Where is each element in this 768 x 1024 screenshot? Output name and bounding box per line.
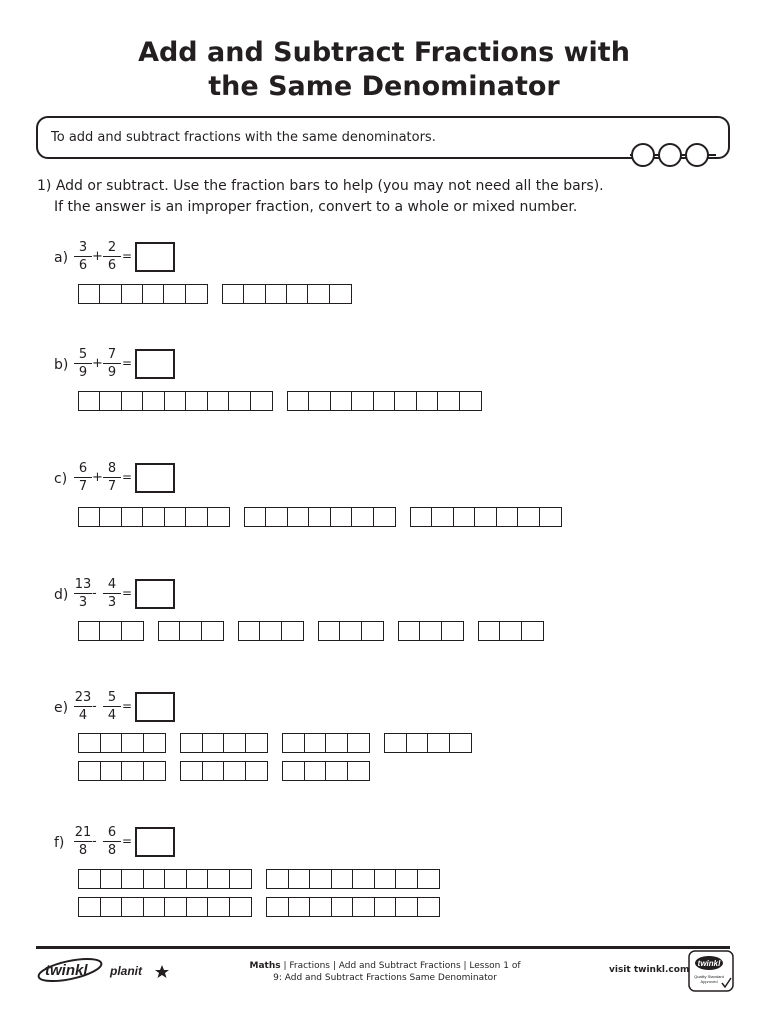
fraction-bar-cell[interactable] — [332, 870, 354, 888]
fraction-bar-cell[interactable] — [251, 392, 272, 410]
question-label: c) — [54, 471, 68, 487]
visit-twinkl-link[interactable]: visit twinkl.com — [609, 965, 690, 975]
answer-box[interactable] — [135, 827, 175, 857]
fraction-line — [74, 841, 92, 842]
fraction-bar[interactable] — [266, 869, 440, 889]
fraction-bar-cell[interactable] — [144, 762, 166, 780]
quality-standard-badge-icon — [688, 950, 734, 992]
fraction-bar-cell[interactable] — [208, 870, 230, 888]
question-label: f) — [54, 835, 65, 851]
fraction-line — [103, 256, 121, 257]
fraction-bar[interactable] — [318, 621, 384, 641]
fraction-bar-cell[interactable] — [181, 734, 203, 752]
second-fraction — [103, 577, 121, 610]
fraction-bar-cell[interactable] — [260, 622, 281, 640]
question — [54, 347, 744, 387]
denominator: 7 — [107, 479, 117, 494]
fraction-bar-cell[interactable] — [309, 392, 330, 410]
fraction-bar-cell[interactable] — [181, 762, 203, 780]
fraction-line — [74, 593, 92, 594]
first-fraction — [74, 577, 92, 610]
fraction-line — [74, 477, 92, 478]
second-fraction — [103, 347, 121, 380]
equals-sign: = — [122, 356, 133, 370]
fraction-bar-cell[interactable] — [375, 870, 397, 888]
fraction-bar-cell[interactable] — [267, 870, 289, 888]
fraction-bar-cell[interactable] — [353, 898, 375, 916]
fraction-bar-cell[interactable] — [100, 285, 121, 303]
fraction-bar-cell[interactable] — [79, 508, 100, 526]
fraction-bar-cell[interactable] — [518, 508, 539, 526]
numerator: 2 — [107, 240, 117, 255]
operator: + — [92, 470, 103, 485]
learning-objective-text: To add and subtract fractions with the same denominators. — [51, 130, 436, 145]
fraction-bar-cell[interactable] — [246, 762, 268, 780]
question — [54, 825, 744, 865]
fraction-bar-cell[interactable] — [208, 508, 229, 526]
answer-box[interactable] — [135, 242, 175, 272]
fraction-bar-cell[interactable] — [418, 870, 440, 888]
fraction-bar-cell[interactable] — [454, 508, 475, 526]
fraction-bar-cell[interactable] — [101, 870, 123, 888]
fraction-bar-cell[interactable] — [348, 762, 370, 780]
fraction-bar-cell[interactable] — [79, 734, 101, 752]
question-label: a) — [54, 250, 69, 266]
fraction-bar-cell[interactable] — [396, 870, 418, 888]
fraction-bar-cell[interactable] — [143, 508, 164, 526]
fraction-bar-cell[interactable] — [330, 285, 351, 303]
footer-breadcrumb-rest: | Fractions | Add and Subtract Fractions | Lesson 1 of — [280, 961, 521, 971]
question-label: b) — [54, 357, 69, 373]
fraction-bar-cell[interactable] — [331, 508, 352, 526]
fraction-bar-cell[interactable] — [144, 870, 166, 888]
fraction-bar-cell[interactable] — [395, 392, 416, 410]
fraction-bar-cell[interactable] — [202, 622, 223, 640]
fraction-bar-cell[interactable] — [187, 870, 209, 888]
numerator: 23 — [74, 690, 92, 705]
fraction-bar-cell[interactable] — [288, 508, 309, 526]
twinkl-logo-text: twinkl — [45, 962, 88, 979]
fraction-bar-cell[interactable] — [353, 870, 375, 888]
fraction-bar-cell[interactable] — [479, 622, 500, 640]
fraction-bar-cell[interactable] — [319, 622, 340, 640]
question — [54, 577, 744, 617]
fraction-bar-cell[interactable] — [159, 622, 180, 640]
footer-subject: Maths — [249, 961, 281, 971]
first-fraction — [74, 240, 92, 273]
fraction-bar-cell[interactable] — [122, 734, 144, 752]
first-fraction — [74, 347, 92, 380]
numerator: 3 — [78, 240, 88, 255]
denominator: 4 — [107, 708, 117, 723]
badge-text-1: Quality Standard — [694, 974, 724, 979]
numerator: 4 — [107, 577, 117, 592]
fraction-bar-cell[interactable] — [326, 734, 348, 752]
first-fraction — [74, 461, 92, 494]
fraction-bar-cell[interactable] — [180, 622, 201, 640]
fraction-bar[interactable] — [244, 507, 396, 527]
denominator: 9 — [78, 365, 88, 380]
fraction-bar-cell[interactable] — [288, 392, 309, 410]
fraction-bar[interactable] — [282, 733, 370, 753]
operator: - — [92, 586, 97, 601]
answer-box[interactable] — [135, 463, 175, 493]
fraction-bar[interactable] — [78, 507, 230, 527]
instructions-line-2: If the answer is an improper fraction, convert to a whole or mixed number. — [54, 199, 578, 215]
operator: - — [92, 834, 97, 849]
second-fraction — [103, 240, 121, 273]
fraction-bar-cell[interactable] — [244, 285, 265, 303]
fraction-bar[interactable] — [222, 284, 352, 304]
fraction-bar[interactable] — [287, 391, 482, 411]
fraction-bar-cell[interactable] — [417, 392, 438, 410]
fraction-bar-cell[interactable] — [352, 392, 373, 410]
denominator: 6 — [78, 258, 88, 273]
fraction-bar-cell[interactable] — [348, 734, 370, 752]
fraction-line — [103, 841, 121, 842]
fraction-bar[interactable] — [78, 733, 166, 753]
fraction-bar-cell[interactable] — [283, 734, 305, 752]
fraction-bar[interactable] — [180, 733, 268, 753]
fraction-line — [103, 706, 121, 707]
denominator: 8 — [107, 843, 117, 858]
fraction-bar-cell[interactable] — [475, 508, 496, 526]
fraction-bar-cell[interactable] — [165, 392, 186, 410]
fraction-bar-cell[interactable] — [208, 392, 229, 410]
fraction-bar[interactable] — [78, 621, 144, 641]
fraction-bar-cell[interactable] — [165, 870, 187, 888]
footer-breadcrumb — [230, 960, 540, 984]
numerator: 7 — [107, 347, 117, 362]
fraction-bar-cell[interactable] — [266, 508, 287, 526]
fraction-bar-cell[interactable] — [420, 622, 441, 640]
numerator: 21 — [74, 825, 92, 840]
fraction-bar[interactable] — [158, 621, 224, 641]
second-fraction — [103, 825, 121, 858]
fraction-bar-cell[interactable] — [122, 870, 144, 888]
fraction-bar[interactable] — [78, 761, 166, 781]
fraction-bar-cell[interactable] — [500, 622, 521, 640]
fraction-bar-cell[interactable] — [229, 392, 250, 410]
numerator: 5 — [107, 690, 117, 705]
fraction-bar-cell[interactable] — [497, 508, 518, 526]
badge-logo-text: twinkl — [697, 959, 721, 968]
fraction-bar-cell[interactable] — [438, 392, 459, 410]
operator: + — [92, 356, 103, 371]
fraction-bar-cell[interactable] — [79, 870, 101, 888]
fraction-line — [103, 477, 121, 478]
equals-sign: = — [122, 834, 133, 848]
fraction-bar-cell[interactable] — [122, 762, 144, 780]
fraction-bar-cell[interactable] — [100, 508, 121, 526]
fraction-bar-cell[interactable] — [340, 622, 361, 640]
answer-box[interactable] — [135, 349, 175, 379]
fraction-bar-cell[interactable] — [305, 762, 327, 780]
fraction-bar[interactable] — [478, 621, 544, 641]
fraction-line — [103, 593, 121, 594]
fraction-bar-cell[interactable] — [143, 392, 164, 410]
numerator: 13 — [74, 577, 92, 592]
fraction-bar-cell[interactable] — [122, 508, 143, 526]
fraction-bar-cell[interactable] — [287, 285, 308, 303]
fraction-bar-cell[interactable] — [230, 870, 252, 888]
fraction-bar-cell[interactable] — [79, 762, 101, 780]
fraction-line — [103, 363, 121, 364]
fraction-bar[interactable] — [238, 621, 304, 641]
fraction-bar-cell[interactable] — [522, 622, 543, 640]
fraction-bar-cell[interactable] — [305, 734, 327, 752]
fraction-bar-cell[interactable] — [164, 285, 185, 303]
fraction-line — [74, 256, 92, 257]
denominator: 4 — [78, 708, 88, 723]
first-fraction — [74, 690, 92, 723]
badge-text-2: Approved — [700, 979, 718, 984]
fraction-bar-cell[interactable] — [246, 734, 268, 752]
fraction-bar-cell[interactable] — [460, 392, 481, 410]
fraction-bar-cell[interactable] — [283, 762, 305, 780]
fraction-bar[interactable] — [266, 897, 440, 917]
first-fraction — [74, 825, 92, 858]
fraction-bar-cell[interactable] — [326, 762, 348, 780]
fraction-bar[interactable] — [78, 869, 252, 889]
denominator: 6 — [107, 258, 117, 273]
fraction-bar-cell[interactable] — [208, 898, 230, 916]
fraction-bar-cell[interactable] — [309, 508, 330, 526]
numerator: 6 — [107, 825, 117, 840]
denominator: 9 — [107, 365, 117, 380]
fraction-bar[interactable] — [180, 761, 268, 781]
fraction-bar-cell[interactable] — [352, 508, 373, 526]
fraction-bar-cell[interactable] — [186, 285, 207, 303]
fraction-bar-cell[interactable] — [203, 734, 225, 752]
fraction-bar-cell[interactable] — [79, 898, 101, 916]
fraction-bar-cell[interactable] — [203, 762, 225, 780]
fraction-bar-cell[interactable] — [331, 392, 352, 410]
footer-breadcrumb-line-2: 9: Add and Subtract Fractions Same Denominator — [273, 973, 497, 983]
title-line-2: the Same Denominator — [208, 71, 560, 102]
denominator: 7 — [78, 479, 88, 494]
fraction-bar[interactable] — [78, 284, 208, 304]
fraction-bar-cell[interactable] — [224, 762, 246, 780]
fraction-bar-cell[interactable] — [122, 285, 143, 303]
equals-sign: = — [122, 699, 133, 713]
equals-sign: = — [122, 586, 133, 600]
fraction-bar-cell[interactable] — [289, 898, 311, 916]
fraction-bar-cell[interactable] — [223, 285, 244, 303]
fraction-bar-cell[interactable] — [187, 898, 209, 916]
numerator: 8 — [107, 461, 117, 476]
fraction-bar-cell[interactable] — [186, 508, 207, 526]
question — [54, 240, 744, 280]
fraction-bar-cell[interactable] — [230, 898, 252, 916]
fraction-bar-cell[interactable] — [310, 870, 332, 888]
fraction-bar-cell[interactable] — [374, 392, 395, 410]
fraction-bar-cell[interactable] — [418, 898, 440, 916]
instructions — [37, 176, 604, 218]
denominator: 3 — [78, 595, 88, 610]
fraction-bar-cell[interactable] — [308, 285, 329, 303]
operator: - — [92, 699, 97, 714]
fraction-bar-cell[interactable] — [289, 870, 311, 888]
fraction-bar[interactable] — [282, 761, 370, 781]
fraction-bar-cell[interactable] — [310, 898, 332, 916]
worksheet-title — [0, 36, 768, 104]
fraction-bar-cell[interactable] — [450, 734, 472, 752]
fraction-bar-cell[interactable] — [101, 734, 123, 752]
fraction-bar[interactable] — [384, 733, 472, 753]
fraction-line — [74, 363, 92, 364]
answer-box[interactable] — [135, 692, 175, 722]
fraction-bar-cell[interactable] — [374, 508, 395, 526]
fraction-bar[interactable] — [78, 391, 273, 411]
fraction-bar-cell[interactable] — [332, 898, 354, 916]
fraction-bar-cell[interactable] — [144, 898, 166, 916]
fraction-bar-cell[interactable] — [101, 762, 123, 780]
equals-sign: = — [122, 470, 133, 484]
fraction-bar-cell[interactable] — [239, 622, 260, 640]
fraction-bar-cell[interactable] — [396, 898, 418, 916]
fraction-bar-cell[interactable] — [362, 622, 383, 640]
fraction-bar-cell[interactable] — [245, 508, 266, 526]
fraction-bar-cell[interactable] — [266, 285, 287, 303]
fraction-bar[interactable] — [78, 897, 252, 917]
fraction-bar[interactable] — [410, 507, 562, 527]
denominator: 8 — [78, 843, 88, 858]
fraction-bar-cell[interactable] — [399, 622, 420, 640]
instructions-line-1: 1) Add or subtract. Use the fraction bars to help (you may not need all the bars). — [37, 178, 604, 194]
fraction-bar-cell[interactable] — [165, 508, 186, 526]
fraction-bar-cell[interactable] — [101, 898, 123, 916]
fraction-bar-cell[interactable] — [224, 734, 246, 752]
fraction-bar-cell[interactable] — [122, 898, 144, 916]
fraction-bar-cell[interactable] — [442, 622, 463, 640]
fraction-bar-cell[interactable] — [165, 898, 187, 916]
fraction-bar-cell[interactable] — [144, 734, 166, 752]
equals-sign: = — [122, 249, 133, 263]
fraction-bar-cell[interactable] — [100, 392, 121, 410]
fraction-bar-cell[interactable] — [282, 622, 303, 640]
decorative-beads-icon — [628, 142, 718, 172]
fraction-bar[interactable] — [398, 621, 464, 641]
fraction-bar-cell[interactable] — [186, 392, 207, 410]
fraction-bar-cell[interactable] — [540, 508, 561, 526]
numerator: 5 — [78, 347, 88, 362]
planit-logo-text: planit — [110, 964, 142, 978]
fraction-bar-cell[interactable] — [79, 392, 100, 410]
question — [54, 461, 744, 501]
question — [54, 690, 744, 730]
fraction-bar-cell[interactable] — [79, 285, 100, 303]
question-label: d) — [54, 587, 69, 603]
learning-objective-box — [36, 116, 730, 159]
denominator: 3 — [107, 595, 117, 610]
title-line-1: Add and Subtract Fractions with — [138, 37, 630, 68]
answer-box[interactable] — [135, 579, 175, 609]
second-fraction — [103, 461, 121, 494]
fraction-bar-cell[interactable] — [385, 734, 407, 752]
fraction-line — [74, 706, 92, 707]
fraction-bar-cell[interactable] — [375, 898, 397, 916]
fraction-bar-cell[interactable] — [432, 508, 453, 526]
fraction-bar-cell[interactable] — [122, 392, 143, 410]
fraction-bar-cell[interactable] — [122, 622, 143, 640]
fraction-bar-cell[interactable] — [267, 898, 289, 916]
twinkl-planit-logo — [36, 952, 176, 988]
star-icon — [155, 965, 169, 978]
footer-divider — [36, 946, 730, 949]
operator: + — [92, 249, 103, 264]
second-fraction — [103, 690, 121, 723]
fraction-bar-cell[interactable] — [143, 285, 164, 303]
fraction-bar-cell[interactable] — [428, 734, 450, 752]
fraction-bar-cell[interactable] — [100, 622, 121, 640]
fraction-bar-cell[interactable] — [79, 622, 100, 640]
numerator: 6 — [78, 461, 88, 476]
fraction-bar-cell[interactable] — [407, 734, 429, 752]
question-label: e) — [54, 700, 69, 716]
fraction-bar-cell[interactable] — [411, 508, 432, 526]
